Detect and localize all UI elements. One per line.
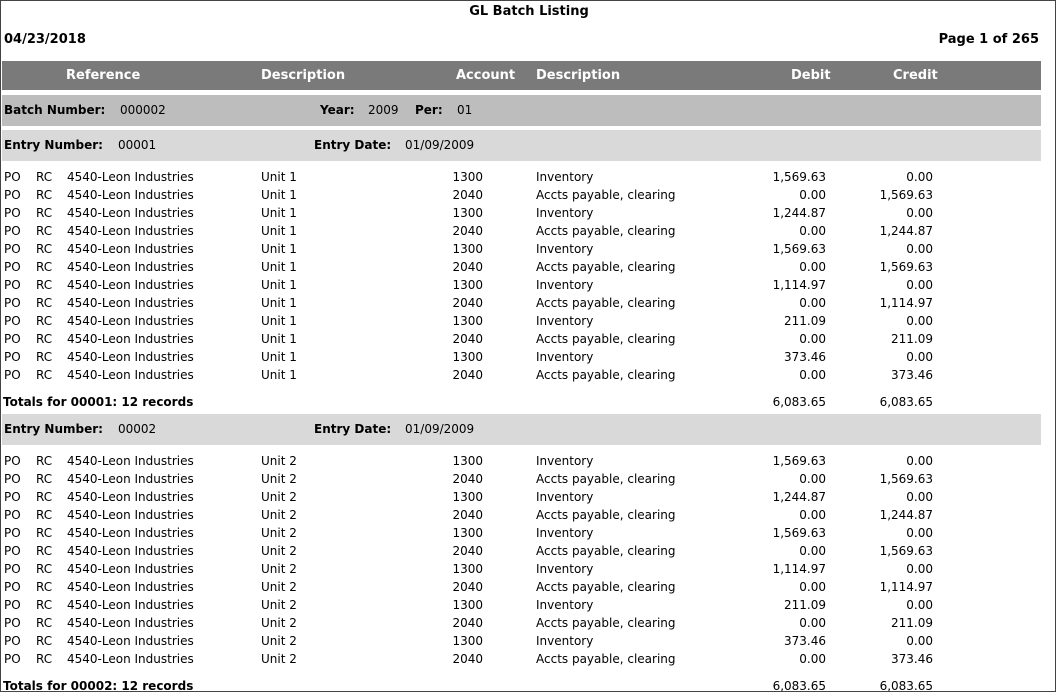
cell-reference: 4540-Leon Industries <box>67 206 194 220</box>
cell-debit: 373.46 <box>784 634 826 648</box>
cell-account: 2040 <box>452 260 483 274</box>
cell-source-code: PO <box>4 544 21 558</box>
cell-type-code: RC <box>36 598 53 612</box>
cell-description: Unit 1 <box>261 332 297 346</box>
cell-description: Unit 1 <box>261 242 297 256</box>
col-account: Account <box>456 68 516 83</box>
cell-reference: 4540-Leon Industries <box>67 296 194 310</box>
cell-type-code: RC <box>36 454 53 468</box>
cell-reference: 4540-Leon Industries <box>67 472 194 486</box>
cell-account-description: Inventory <box>536 634 594 648</box>
cell-debit: 0.00 <box>799 224 826 238</box>
cell-account: 1300 <box>452 278 483 292</box>
cell-account-description: Accts payable, clearing <box>536 296 676 310</box>
cell-reference: 4540-Leon Industries <box>67 170 194 184</box>
table-row <box>1 366 1041 384</box>
cell-type-code: RC <box>36 350 53 364</box>
cell-reference: 4540-Leon Industries <box>67 260 194 274</box>
cell-type-code: RC <box>36 472 53 486</box>
cell-reference: 4540-Leon Industries <box>67 490 194 504</box>
cell-account: 1300 <box>452 454 483 468</box>
cell-credit: 0.00 <box>906 454 933 468</box>
cell-credit: 1,569.63 <box>879 260 933 274</box>
cell-debit: 0.00 <box>799 472 826 486</box>
table-row <box>1 222 1041 240</box>
cell-reference: 4540-Leon Industries <box>67 454 194 468</box>
entry-date: 01/09/2009 <box>405 422 475 436</box>
cell-reference: 4540-Leon Industries <box>67 544 194 558</box>
col-account-description: Description <box>536 68 621 83</box>
cell-account-description: Inventory <box>536 314 594 328</box>
cell-description: Unit 2 <box>261 544 297 558</box>
cell-debit: 1,569.63 <box>772 242 826 256</box>
cell-reference: 4540-Leon Industries <box>67 652 194 666</box>
cell-description: Unit 1 <box>261 224 297 238</box>
cell-source-code: PO <box>4 332 21 346</box>
entry-number-label: Entry Number: <box>4 138 103 152</box>
cell-credit: 373.46 <box>891 368 933 382</box>
cell-source-code: PO <box>4 206 21 220</box>
col-description: Description <box>261 68 346 83</box>
cell-credit: 1,569.63 <box>879 472 933 486</box>
cell-type-code: RC <box>36 562 53 576</box>
cell-debit: 373.46 <box>784 350 826 364</box>
table-row <box>1 650 1041 668</box>
cell-reference: 4540-Leon Industries <box>67 224 194 238</box>
totals-label: Totals for 00002: 12 records <box>3 679 194 692</box>
cell-source-code: PO <box>4 634 21 648</box>
cell-credit: 1,569.63 <box>879 544 933 558</box>
cell-account: 2040 <box>452 368 483 382</box>
cell-reference: 4540-Leon Industries <box>67 188 194 202</box>
cell-account-description: Accts payable, clearing <box>536 472 676 486</box>
cell-account: 2040 <box>452 224 483 238</box>
cell-source-code: PO <box>4 242 21 256</box>
cell-debit: 0.00 <box>799 652 826 666</box>
cell-description: Unit 2 <box>261 634 297 648</box>
cell-description: Unit 2 <box>261 472 297 486</box>
batch-number-label: Batch Number: <box>4 103 106 117</box>
entry-number: 00002 <box>118 422 157 436</box>
cell-credit: 211.09 <box>891 332 933 346</box>
cell-source-code: PO <box>4 278 21 292</box>
cell-type-code: RC <box>36 508 53 522</box>
table-row <box>1 258 1041 276</box>
cell-reference: 4540-Leon Industries <box>67 314 194 328</box>
cell-debit: 0.00 <box>799 188 826 202</box>
page-indicator: Page 1 of 265 <box>938 32 1039 47</box>
table-row <box>1 578 1041 596</box>
cell-description: Unit 1 <box>261 314 297 328</box>
cell-account: 1300 <box>452 242 483 256</box>
cell-account: 1300 <box>452 314 483 328</box>
cell-source-code: PO <box>4 652 21 666</box>
cell-account: 2040 <box>452 580 483 594</box>
table-row <box>1 168 1041 186</box>
totals-label: Totals for 00001: 12 records <box>3 395 194 409</box>
cell-reference: 4540-Leon Industries <box>67 332 194 346</box>
entry-totals-row <box>1 393 1041 411</box>
cell-type-code: RC <box>36 526 53 540</box>
cell-credit: 0.00 <box>906 314 933 328</box>
cell-credit: 0.00 <box>906 278 933 292</box>
table-row <box>1 186 1041 204</box>
cell-description: Unit 1 <box>261 278 297 292</box>
cell-description: Unit 2 <box>261 598 297 612</box>
cell-account-description: Inventory <box>536 454 594 468</box>
cell-account: 1300 <box>452 170 483 184</box>
entry-totals-row <box>1 677 1041 692</box>
col-debit: Debit <box>791 68 831 83</box>
cell-reference: 4540-Leon Industries <box>67 368 194 382</box>
report-title: GL Batch Listing <box>469 4 589 19</box>
cell-credit: 1,244.87 <box>879 224 933 238</box>
total-debit: 6,083.65 <box>772 679 826 692</box>
cell-description: Unit 1 <box>261 350 297 364</box>
table-row <box>1 596 1041 614</box>
column-header-bar <box>2 61 1041 90</box>
cell-source-code: PO <box>4 526 21 540</box>
cell-description: Unit 1 <box>261 188 297 202</box>
cell-account-description: Inventory <box>536 350 594 364</box>
cell-type-code: RC <box>36 580 53 594</box>
cell-account: 2040 <box>452 508 483 522</box>
cell-account-description: Inventory <box>536 170 594 184</box>
table-row <box>1 632 1041 650</box>
cell-type-code: RC <box>36 490 53 504</box>
cell-source-code: PO <box>4 598 21 612</box>
cell-account: 2040 <box>452 332 483 346</box>
table-row <box>1 330 1041 348</box>
table-row <box>1 294 1041 312</box>
cell-source-code: PO <box>4 472 21 486</box>
total-credit: 6,083.65 <box>879 679 933 692</box>
cell-credit: 373.46 <box>891 652 933 666</box>
cell-description: Unit 1 <box>261 296 297 310</box>
cell-type-code: RC <box>36 544 53 558</box>
table-row <box>1 488 1041 506</box>
cell-description: Unit 2 <box>261 526 297 540</box>
cell-source-code: PO <box>4 508 21 522</box>
cell-credit: 0.00 <box>906 598 933 612</box>
total-credit: 6,083.65 <box>879 395 933 409</box>
cell-type-code: RC <box>36 616 53 630</box>
cell-account: 1300 <box>452 526 483 540</box>
table-row <box>1 524 1041 542</box>
cell-description: Unit 1 <box>261 206 297 220</box>
cell-account-description: Accts payable, clearing <box>536 544 676 558</box>
batch-band <box>2 95 1041 126</box>
cell-reference: 4540-Leon Industries <box>67 508 194 522</box>
entry-date-label: Entry Date: <box>314 422 392 436</box>
cell-type-code: RC <box>36 224 53 238</box>
table-row <box>1 470 1041 488</box>
cell-description: Unit 2 <box>261 454 297 468</box>
table-row <box>1 240 1041 258</box>
cell-source-code: PO <box>4 368 21 382</box>
cell-type-code: RC <box>36 170 53 184</box>
cell-type-code: RC <box>36 296 53 310</box>
total-debit: 6,083.65 <box>772 395 826 409</box>
cell-source-code: PO <box>4 260 21 274</box>
cell-debit: 0.00 <box>799 332 826 346</box>
cell-type-code: RC <box>36 314 53 328</box>
cell-source-code: PO <box>4 224 21 238</box>
report-date: 04/23/2018 <box>4 32 86 47</box>
cell-source-code: PO <box>4 296 21 310</box>
cell-source-code: PO <box>4 350 21 364</box>
cell-debit: 211.09 <box>784 598 826 612</box>
cell-account: 1300 <box>452 350 483 364</box>
entry-number-label: Entry Number: <box>4 422 103 436</box>
cell-reference: 4540-Leon Industries <box>67 580 194 594</box>
cell-debit: 0.00 <box>799 580 826 594</box>
cell-source-code: PO <box>4 490 21 504</box>
cell-debit: 1,569.63 <box>772 454 826 468</box>
cell-debit: 0.00 <box>799 368 826 382</box>
cell-type-code: RC <box>36 188 53 202</box>
cell-debit: 211.09 <box>784 314 826 328</box>
cell-type-code: RC <box>36 652 53 666</box>
cell-type-code: RC <box>36 368 53 382</box>
cell-account-description: Inventory <box>536 562 594 576</box>
batch-per: 01 <box>457 103 473 117</box>
cell-source-code: PO <box>4 170 21 184</box>
table-row <box>1 452 1041 470</box>
table-row <box>1 506 1041 524</box>
cell-account: 1300 <box>452 562 483 576</box>
cell-account: 2040 <box>452 472 483 486</box>
cell-description: Unit 2 <box>261 616 297 630</box>
cell-account-description: Inventory <box>536 242 594 256</box>
table-row <box>1 276 1041 294</box>
cell-account-description: Accts payable, clearing <box>536 616 676 630</box>
cell-account: 1300 <box>452 634 483 648</box>
cell-source-code: PO <box>4 454 21 468</box>
cell-account-description: Inventory <box>536 526 594 540</box>
cell-source-code: PO <box>4 616 21 630</box>
cell-credit: 0.00 <box>906 350 933 364</box>
cell-account-description: Inventory <box>536 598 594 612</box>
cell-description: Unit 2 <box>261 652 297 666</box>
cell-account-description: Accts payable, clearing <box>536 368 676 382</box>
cell-reference: 4540-Leon Industries <box>67 616 194 630</box>
cell-description: Unit 2 <box>261 508 297 522</box>
entry-band <box>2 130 1041 161</box>
cell-account: 2040 <box>452 544 483 558</box>
table-row <box>1 312 1041 330</box>
cell-reference: 4540-Leon Industries <box>67 242 194 256</box>
cell-credit: 0.00 <box>906 170 933 184</box>
col-reference: Reference <box>66 68 141 83</box>
cell-account: 2040 <box>452 652 483 666</box>
cell-reference: 4540-Leon Industries <box>67 598 194 612</box>
cell-account-description: Inventory <box>536 206 594 220</box>
cell-credit: 0.00 <box>906 634 933 648</box>
cell-credit: 1,244.87 <box>879 508 933 522</box>
table-row <box>1 542 1041 560</box>
cell-debit: 1,114.97 <box>772 562 826 576</box>
cell-reference: 4540-Leon Industries <box>67 562 194 576</box>
entry-date: 01/09/2009 <box>405 138 475 152</box>
cell-description: Unit 1 <box>261 368 297 382</box>
col-credit: Credit <box>893 68 938 83</box>
cell-debit: 0.00 <box>799 616 826 630</box>
cell-type-code: RC <box>36 260 53 274</box>
cell-credit: 1,114.97 <box>879 296 933 310</box>
cell-debit: 0.00 <box>799 260 826 274</box>
cell-type-code: RC <box>36 242 53 256</box>
cell-account-description: Accts payable, clearing <box>536 652 676 666</box>
entry-number: 00001 <box>118 138 157 152</box>
cell-debit: 1,569.63 <box>772 526 826 540</box>
cell-description: Unit 1 <box>261 170 297 184</box>
batch-per-label: Per: <box>415 103 443 117</box>
cell-credit: 0.00 <box>906 490 933 504</box>
cell-reference: 4540-Leon Industries <box>67 278 194 292</box>
cell-credit: 0.00 <box>906 206 933 220</box>
cell-account-description: Inventory <box>536 278 594 292</box>
cell-source-code: PO <box>4 314 21 328</box>
table-row <box>1 614 1041 632</box>
cell-source-code: PO <box>4 580 21 594</box>
cell-debit: 0.00 <box>799 296 826 310</box>
cell-debit: 1,569.63 <box>772 170 826 184</box>
cell-account-description: Accts payable, clearing <box>536 224 676 238</box>
cell-description: Unit 2 <box>261 580 297 594</box>
cell-credit: 0.00 <box>906 242 933 256</box>
cell-credit: 1,569.63 <box>879 188 933 202</box>
table-row <box>1 204 1041 222</box>
cell-description: Unit 2 <box>261 562 297 576</box>
cell-account: 1300 <box>452 490 483 504</box>
cell-debit: 0.00 <box>799 508 826 522</box>
table-row <box>1 560 1041 578</box>
cell-account-description: Accts payable, clearing <box>536 332 676 346</box>
cell-credit: 1,114.97 <box>879 580 933 594</box>
cell-debit: 0.00 <box>799 544 826 558</box>
cell-account-description: Accts payable, clearing <box>536 188 676 202</box>
cell-reference: 4540-Leon Industries <box>67 634 194 648</box>
cell-reference: 4540-Leon Industries <box>67 526 194 540</box>
cell-description: Unit 1 <box>261 260 297 274</box>
cell-account: 1300 <box>452 206 483 220</box>
cell-type-code: RC <box>36 206 53 220</box>
cell-account-description: Accts payable, clearing <box>536 508 676 522</box>
cell-account: 2040 <box>452 616 483 630</box>
cell-description: Unit 2 <box>261 490 297 504</box>
table-row <box>1 348 1041 366</box>
cell-credit: 211.09 <box>891 616 933 630</box>
cell-debit: 1,244.87 <box>772 206 826 220</box>
cell-account-description: Accts payable, clearing <box>536 260 676 274</box>
cell-account: 2040 <box>452 188 483 202</box>
cell-type-code: RC <box>36 332 53 346</box>
cell-account: 2040 <box>452 296 483 310</box>
batch-year: 2009 <box>368 103 399 117</box>
cell-type-code: RC <box>36 278 53 292</box>
entry-date-label: Entry Date: <box>314 138 392 152</box>
cell-credit: 0.00 <box>906 562 933 576</box>
cell-account: 1300 <box>452 598 483 612</box>
cell-reference: 4540-Leon Industries <box>67 350 194 364</box>
cell-source-code: PO <box>4 188 21 202</box>
cell-type-code: RC <box>36 634 53 648</box>
cell-source-code: PO <box>4 562 21 576</box>
batch-year-label: Year: <box>320 103 355 117</box>
cell-account-description: Inventory <box>536 490 594 504</box>
batch-number: 000002 <box>120 103 166 117</box>
cell-debit: 1,244.87 <box>772 490 826 504</box>
entry-band <box>2 414 1041 445</box>
cell-account-description: Accts payable, clearing <box>536 580 676 594</box>
cell-credit: 0.00 <box>906 526 933 540</box>
cell-debit: 1,114.97 <box>772 278 826 292</box>
